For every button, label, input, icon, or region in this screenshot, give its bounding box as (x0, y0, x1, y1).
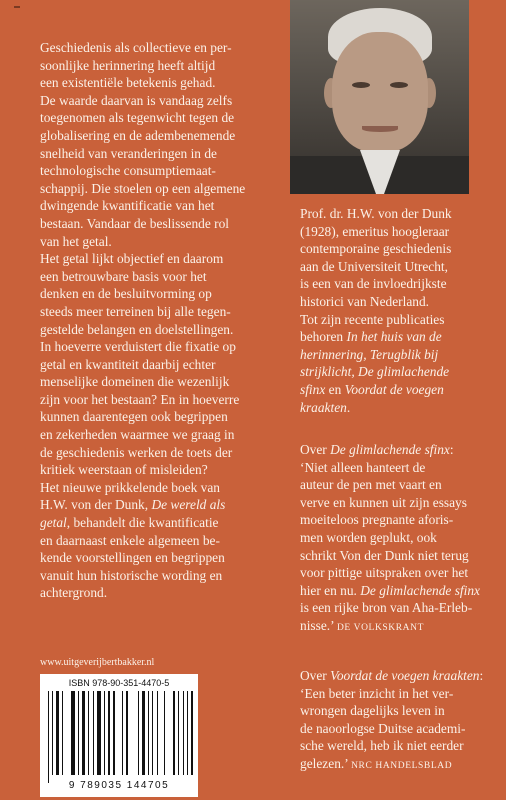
barcode-bar (187, 691, 188, 775)
review-quote-voegen (300, 667, 486, 776)
barcode-bar (178, 691, 179, 775)
synopsis-line: In hoeverre verduistert die fixatie op (40, 339, 236, 355)
bio-line: historici van Nederland. (300, 293, 430, 309)
quote-heading-colon: : (479, 668, 484, 683)
synopsis-line: globalisering en de adembenemende (40, 127, 236, 143)
synopsis-line: van het getal. (40, 233, 112, 249)
bio-line (300, 399, 486, 417)
barcode-bar (142, 691, 144, 775)
barcode-bar (78, 691, 79, 775)
synopsis-line: kende voorstellingen en begrippen (40, 550, 225, 566)
barcode-bar (126, 691, 128, 775)
synopsis-line: gestelde belangen en doelstellingen. (40, 321, 234, 337)
synopsis-line: denken en de besluitvorming op (40, 286, 212, 302)
synopsis-line: soonlijke herinnering heeft altijd (40, 57, 216, 73)
synopsis-line: en daarnaast enkele algemeen be- (40, 532, 220, 548)
barcode-bar (108, 691, 110, 775)
publication-title: strijklicht, De glimlachende (300, 364, 450, 380)
publication-title: herinnering, Terugblik bij (300, 346, 439, 362)
corner-mark (14, 6, 20, 8)
synopsis-line: kunnen daarentegen ook begrippen (40, 409, 228, 425)
synopsis-line (40, 496, 280, 514)
quote-book-title: De glimlachende sfinx (360, 582, 480, 598)
quote-line: de naoorlogse Duitse academi- (300, 720, 466, 736)
synopsis-line: steeds meer terreinen bij alle tegen- (40, 303, 231, 319)
quote-fragment: hier en nu. (300, 582, 357, 598)
quote-fragment: gelezen.’ (300, 755, 348, 771)
bio-line: Tot zijn recente publicaties (300, 311, 445, 327)
synopsis-line: toegenomen als tegenwicht tegen de (40, 110, 235, 126)
bio-fragment: . (346, 399, 351, 415)
synopsis-line: een betrouwbare basis voor het (40, 268, 207, 284)
synopsis-line: snelheid van veranderingen in de (40, 145, 217, 161)
barcode-bar (56, 691, 58, 775)
quote-line: sche wereld, heb ik niet eerder (300, 738, 464, 754)
synopsis-line: bestaan. Vandaar de beslissende rol (40, 215, 230, 231)
barcode-bar (173, 691, 174, 775)
quote-line: wrongen dagelijks leven in (300, 703, 445, 719)
synopsis-line: technologische consumptiemaat- (40, 163, 216, 179)
bio-line: Prof. dr. H.W. von der Dunk (300, 206, 452, 221)
publication-title: kraakten (300, 399, 347, 415)
bio-line (300, 328, 486, 346)
barcode-bar (191, 691, 192, 775)
review-quote-sfinx (300, 441, 486, 638)
author-name: H.W. von der Dunk, (40, 497, 149, 513)
quote-line (300, 755, 486, 776)
synopsis-line: achtergrond. (40, 585, 108, 601)
synopsis-line (40, 514, 280, 532)
publication-title: Voordat de voegen (344, 381, 444, 397)
synopsis-text (40, 39, 280, 602)
quote-heading-over: Over (300, 442, 327, 457)
barcode-bar (71, 691, 75, 775)
publication-title: In het huis van de (346, 329, 442, 345)
quote-heading (300, 441, 486, 459)
synopsis-line: kritiek weerstaan of misleiden? (40, 462, 208, 478)
barcode-bar (122, 691, 123, 775)
quote-line: ‘Een beter inzicht in het ver- (300, 685, 454, 701)
synopsis-line: en zekerheden waarmee we graag in (40, 427, 235, 443)
barcode-bar (152, 691, 153, 775)
barcode-digits: 9 789035 144705 (68, 780, 170, 791)
synopsis-line: vanuit hun historische wording en (40, 567, 223, 583)
quote-line: is een rijke bron van Aha-Erleb- (300, 600, 473, 616)
quote-line: schrikt Von der Dunk niet terug (300, 547, 469, 563)
synopsis-line: menselijke domeinen die wezenlijk (40, 374, 230, 390)
quote-fragment: nisse.’ (300, 617, 334, 633)
quote-book-title: De glimlachende sfinx (330, 442, 450, 457)
bio-fragment: en (328, 381, 342, 397)
publication-title: sfinx (300, 381, 326, 397)
bio-line (300, 381, 486, 399)
barcode-bar (104, 691, 105, 775)
synopsis-line: Het nieuwe prikkelende boek van (40, 479, 220, 495)
synopsis-line: Geschiedenis als collectieve en per- (40, 40, 232, 55)
quote-heading-over: Over (300, 668, 327, 683)
barcode-bar (93, 691, 94, 775)
synopsis-line: getal en kwantiteit daarbij echter (40, 356, 216, 372)
quote-line: verve en kunnen uit zijn essays (300, 494, 467, 510)
bio-fragment: behoren (300, 329, 344, 345)
barcode-bar (62, 691, 63, 775)
barcode-bar (113, 691, 114, 775)
bio-line: aan de Universiteit Utrecht, (300, 258, 448, 274)
bio-line: contemporaine geschiedenis (300, 241, 452, 257)
barcode-bar (138, 691, 139, 775)
barcode-bar (52, 691, 53, 775)
publisher-url[interactable]: www.uitgeverijbertbakker.nl (40, 657, 155, 668)
quote-source: DE VOLKSKRANT (336, 622, 425, 633)
barcode-bars (48, 691, 190, 783)
synopsis-line: een existentiële betekenis gehad. (40, 75, 216, 91)
quote-line: ‘Niet alleen hanteert de (300, 459, 426, 475)
author-bio (300, 205, 486, 416)
synopsis-fragment: , behandelt die kwantificatie (66, 515, 219, 531)
bio-line: (1928), emeritus hoogleraar (300, 223, 450, 239)
quote-heading (300, 667, 486, 685)
quote-heading-colon: : (449, 442, 454, 457)
synopsis-line: de geschiedenis werken de toets der (40, 444, 233, 460)
synopsis-line: Het getal lijkt objectief en daarom (40, 251, 224, 267)
quote-line: voor pittige uitspraken over het (300, 565, 469, 581)
bio-line: is een van de invloedrijkste (300, 276, 447, 292)
isbn-label: ISBN 978-90-351-4470-5 (68, 678, 170, 688)
barcode-bar (183, 691, 184, 775)
quote-line (300, 617, 486, 638)
quote-book-title: Voordat de voegen kraakten (330, 668, 480, 683)
quote-line: moeiteloos pregnante aforis- (300, 512, 454, 528)
synopsis-line: schappij. Die stoelen op een algemene (40, 180, 246, 196)
book-title: De wereld als (151, 497, 226, 513)
quote-line: auteur de pen met vaart en (300, 477, 442, 493)
barcode-bar (157, 691, 158, 775)
synopsis-line: dwingende kwantificatie van het (40, 198, 215, 214)
barcode-bar (82, 691, 84, 775)
book-title: getal (40, 515, 67, 531)
barcode-bar (48, 691, 49, 783)
author-photo (290, 0, 469, 194)
quote-line (300, 582, 486, 600)
barcode (40, 674, 198, 797)
barcode-bar (88, 691, 89, 775)
barcode-bar (164, 691, 165, 775)
synopsis-line: De waarde daarvan is vandaag zelfs (40, 92, 233, 108)
barcode-bar (97, 691, 101, 775)
barcode-bar (148, 691, 149, 775)
synopsis-line: zijn voor het bestaan? En in hoeverre (40, 391, 240, 407)
quote-source: NRC HANDELSBLAD (351, 760, 453, 771)
quote-line: men worden geplukt, ook (300, 529, 437, 545)
